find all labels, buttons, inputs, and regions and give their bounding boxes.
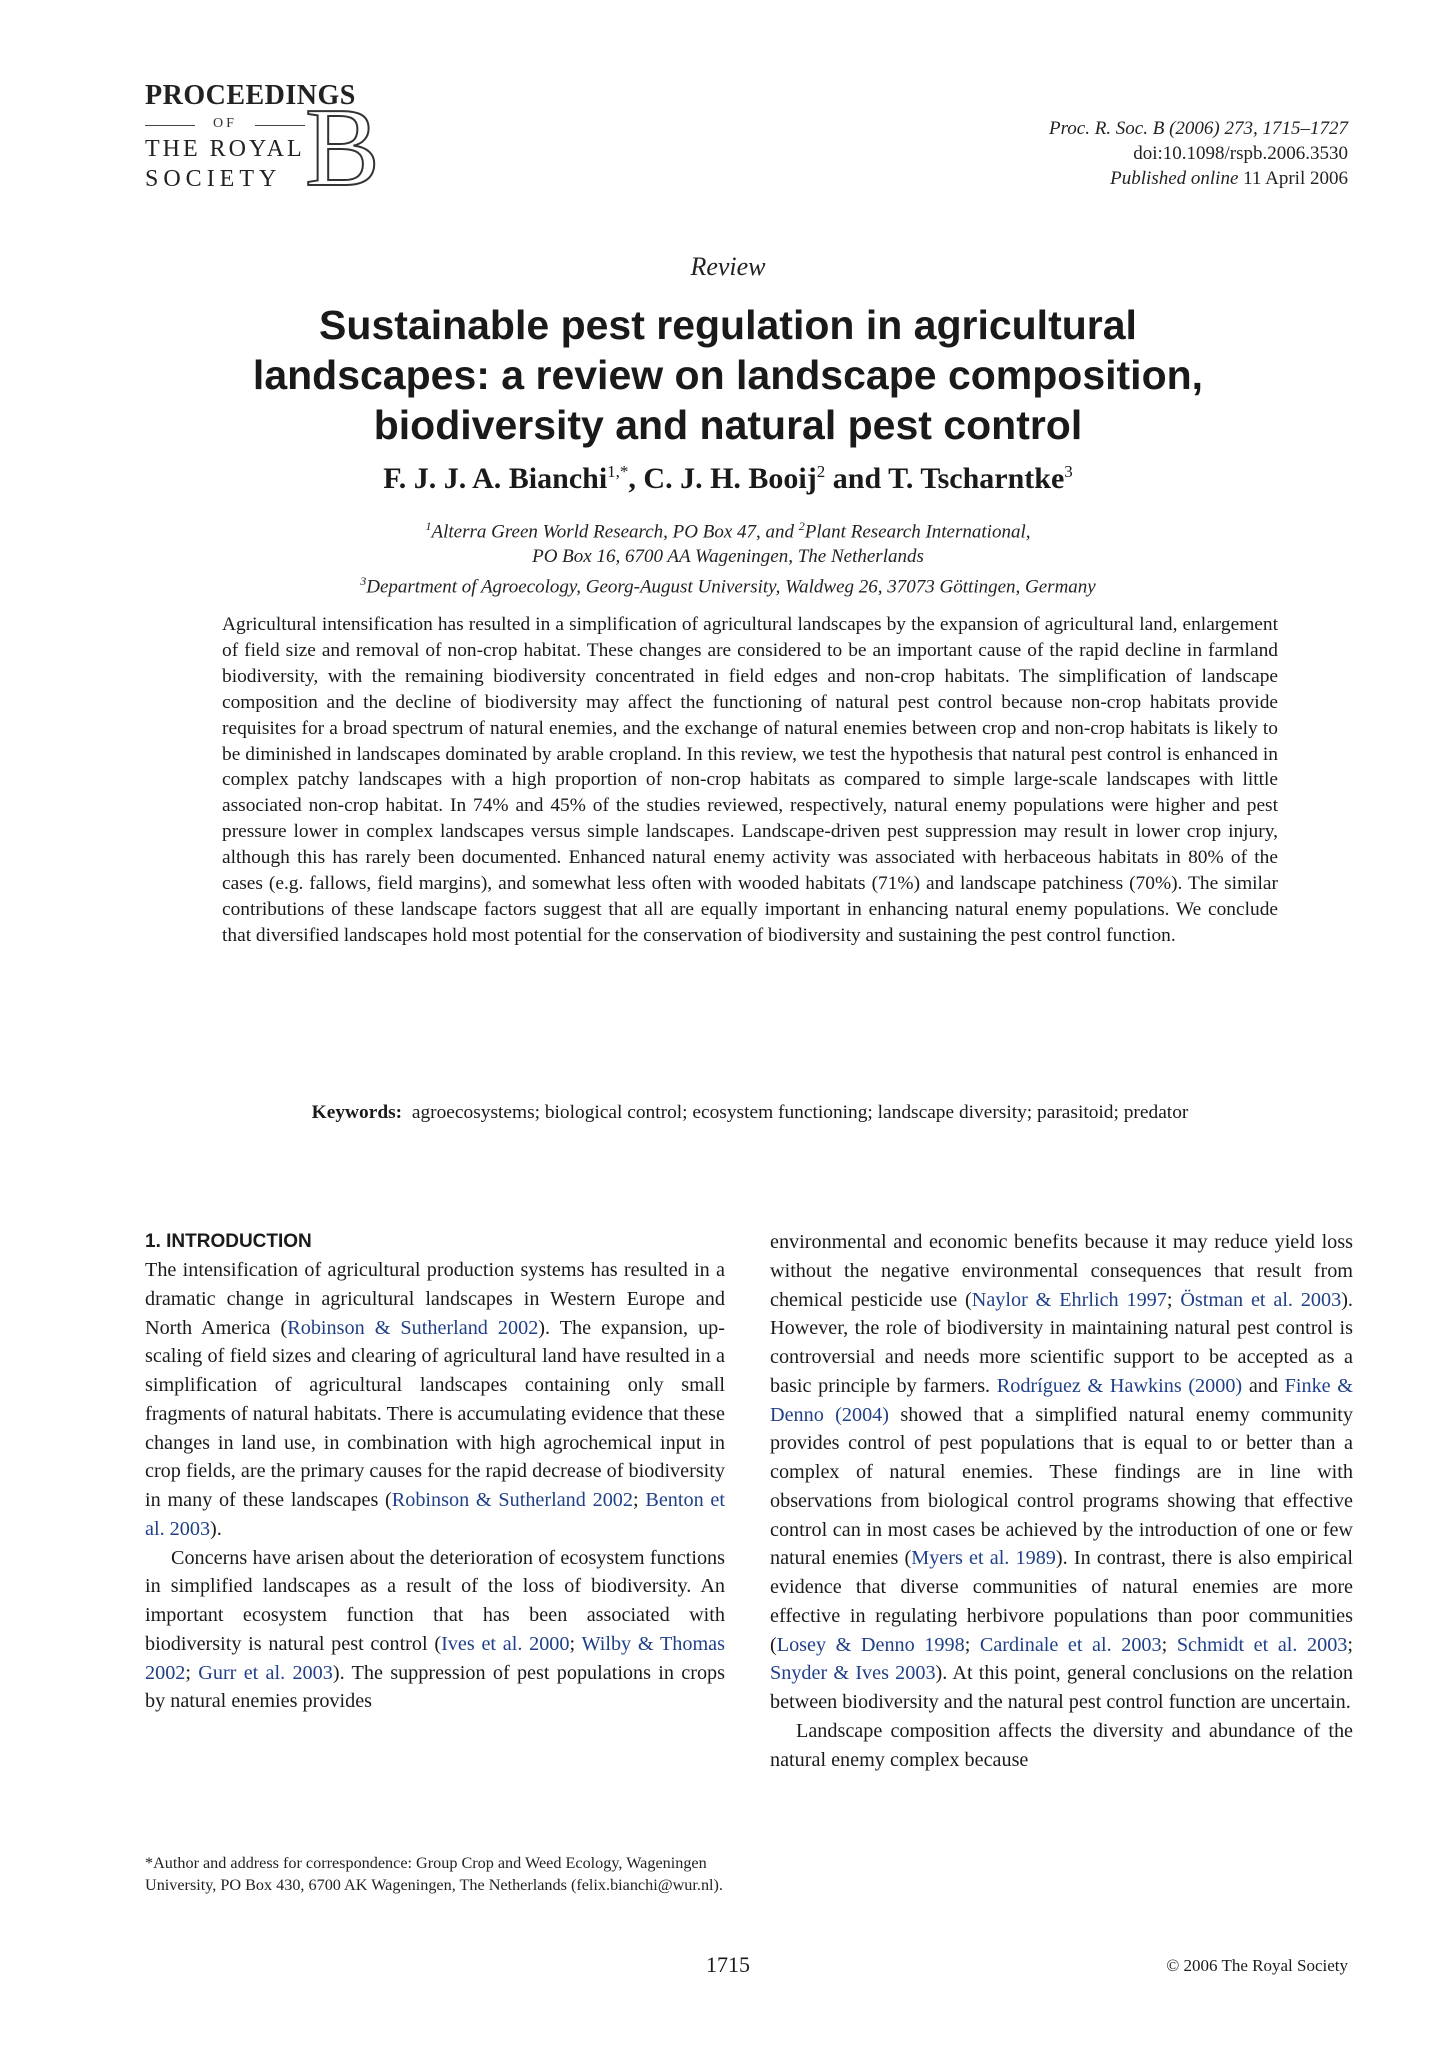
body-text: The intensification of agricultural production systems has resulted in a dramatic change in agricultural landscapes in Western Europe and North America ( xyxy=(145,1259,725,1339)
body-paragraph xyxy=(145,1544,725,1717)
keywords-label: Keywords: xyxy=(311,1102,403,1123)
citation-link[interactable]: Schmidt et al. 2003 xyxy=(1176,1633,1348,1656)
affiliation-text: PO Box 16, 6700 AA Wageningen, The Netherlands xyxy=(532,546,924,568)
citation-link[interactable]: Cardinale et al. 2003 xyxy=(979,1633,1162,1656)
body-text: ). The expansion, up-scaling of field sizes and clearing of agricultural land have resulted in a simplification of agricultural landscapes containing only small fragments of natural habitats. There is accumulating evidence that these changes in land use, in combination with high agrochemical input in crop fields, are the primary causes for the rapid decrease of biodiversity in many of these landscapes ( xyxy=(145,1316,725,1511)
body-text: ; xyxy=(1166,1288,1181,1311)
author-name: C. J. H. Booij xyxy=(643,462,817,495)
affiliation-mark: 2 xyxy=(798,519,805,533)
author-name: T. Tscharntke xyxy=(888,462,1065,495)
citation-link[interactable]: Robinson & Sutherland 2002 xyxy=(391,1489,633,1511)
body-text: showed that a simplified natural enemy community provides control of pest populations that is equal to or better than a complex of natural enemies. These findings are in line with observations from biological control programs showing that effective control can in most cases be achieved by the introduction of one or few natural enemies ( xyxy=(770,1403,1354,1570)
body-text: ). The suppression of pest populations in crops by natural enemies provides xyxy=(145,1661,725,1713)
body-text: environmental and economic benefits because it may reduce yield loss without the negative environmental consequences that result from chemical pesticide use ( xyxy=(770,1231,1353,1311)
affiliation-text: Alterra Green World Research, PO Box 47, and xyxy=(431,521,799,543)
logo-line-of: OF xyxy=(145,116,305,132)
citation-link[interactable]: Benton et al. 2003 xyxy=(145,1489,725,1540)
article-title xyxy=(100,300,1356,450)
affiliation-line xyxy=(0,544,1456,569)
citation-link[interactable]: Finke & Denno (2004) xyxy=(770,1374,1354,1426)
author-affiliation-mark: 1,* xyxy=(607,462,629,481)
article-type: Review xyxy=(690,252,766,281)
citation-link[interactable]: Gurr et al. 2003 xyxy=(198,1661,333,1684)
copyright: © 2006 The Royal Society xyxy=(1166,1956,1348,1975)
body-text: ; xyxy=(632,1489,646,1511)
citation-link[interactable]: Naylor & Ehrlich 1997 xyxy=(971,1288,1167,1311)
page-number: 1715 xyxy=(706,1952,750,1977)
left-column-body xyxy=(145,1256,725,1716)
published-label: Published online xyxy=(1110,168,1239,189)
affiliation-line xyxy=(0,569,1456,599)
body-text: ). At this point, general conclusions on the relation between biodiversity and the natural pest control function are uncertain. xyxy=(770,1662,1354,1713)
author-affiliation-mark: 2 xyxy=(816,462,826,481)
citation-link[interactable]: Rodríguez & Hawkins (2000) xyxy=(996,1374,1243,1397)
logo-letter-b: B xyxy=(305,86,380,210)
left-column xyxy=(145,1228,725,1716)
citation-link[interactable]: Snyder & Ives 2003 xyxy=(770,1662,936,1685)
affiliation-text: Department of Agroecology, Georg-August University, Waldweg 26, 37073 Göttingen, Germany xyxy=(366,576,1096,598)
author-separator: and xyxy=(825,462,889,495)
body-paragraph xyxy=(770,1228,1353,1717)
title-line: landscapes: a review on landscape composition, xyxy=(252,352,1204,398)
published-date: 11 April 2006 xyxy=(1243,168,1348,189)
citation-link[interactable]: Myers et al. 1989 xyxy=(911,1547,1056,1570)
logo-line-the-royal: THE ROYAL xyxy=(145,136,305,162)
abstract: Agricultural intensification has resulted in a simplification of agricultural landscapes by the expansion of agricultural land, enlargement of field size and removal of non-crop habitat. These changes are considered to be an important cause of the rapid decline in farmland biodiversity, with the remaining biodiversity concentrated in field edges and non-crop habitats. The simplification of landscape composition and the decline of biodiversity may affect the functioning of natural pest control because non-crop habitats provide requisites for a broad spectrum of natural enemies, and the exchange of natural enemies between crop and non-crop habitats is likely to be diminished in landscapes dominated by arable cropland. In this review, we test the hypothesis that natural pest control is enhanced in complex patchy landscapes with a high proportion of non-crop habitats as compared to simple large-scale landscapes with little associated non-crop habitat. In 74% and 45% of the studies reviewed, respectively, natural enemy populations were higher and pest pressure lower in complex landscapes versus simple landscapes. Landscape-driven pest suppression may result in lower crop injury, although this has rarely been documented. Enhanced natural enemy activity was associated with herbaceous habitats in 80% of the cases (e.g. fallows, field margins), and somewhat less often with wooded habitats (71%) and landscape patchiness (70%). The similar contributions of these landscape factors suggest that all are equally important in enhancing natural enemy populations. We conclude that diversified landscapes hold most potential for the conservation of biodiversity and sustaining the pest control function. xyxy=(222,614,1278,946)
body-text: ; xyxy=(185,1661,199,1684)
body-paragraph xyxy=(770,1717,1353,1775)
body-text: ). xyxy=(210,1517,222,1540)
affiliation-text: Plant Research International, xyxy=(804,521,1031,543)
author-separator: , xyxy=(628,462,644,495)
section-heading: 1. INTRODUCTION xyxy=(145,1231,312,1252)
affiliation-mark: 1 xyxy=(425,519,432,533)
body-text: ). However, the role of biodiversity in maintaining natural pest control is controversial and needs more scientific support to be accepted as a basic principle by farmers. xyxy=(770,1288,1353,1397)
author-list xyxy=(0,462,1456,496)
logo-line-society: SOCIETY xyxy=(145,166,282,192)
citation-link[interactable]: Ives et al. 2000 xyxy=(441,1632,570,1655)
citation-link[interactable]: Losey & Denno 1998 xyxy=(776,1633,965,1656)
right-column-body xyxy=(770,1228,1353,1774)
correspondence-footnote: *Author and address for correspondence: Group Crop and Weed Ecology, Wageningen University, PO Box 430, 6700 AK Wageningen, The Netherlands (felix.bianchi@wur.nl). xyxy=(145,1854,723,1894)
citation-link[interactable]: Robinson & Sutherland 2002 xyxy=(287,1316,539,1339)
affiliation-mark: 3 xyxy=(360,574,367,589)
doi[interactable]: doi:10.1098/rspb.2006.3530 xyxy=(1133,143,1348,164)
citation-link[interactable]: Östman et al. 2003 xyxy=(1180,1288,1342,1311)
title-line: biodiversity and natural pest control xyxy=(373,402,1083,448)
citation-link[interactable]: Wilby & Thomas 2002 xyxy=(145,1632,725,1684)
right-column xyxy=(770,1228,1353,1774)
logo-line-proceedings: PROCEEDINGS xyxy=(145,80,356,111)
journal-reference: Proc. R. Soc. B (2006) 273, 1715–1727 xyxy=(1048,118,1348,139)
body-text: ). In contrast, there is also empirical evidence that diverse communities of natural enemies are more effective in regulating herbivore populations than poor communities ( xyxy=(770,1547,1353,1656)
body-text: ; xyxy=(569,1632,582,1655)
published-line xyxy=(1049,166,1348,191)
citation-block xyxy=(1049,116,1348,191)
author-affiliation-mark: 3 xyxy=(1064,462,1073,481)
body-paragraph xyxy=(145,1256,725,1544)
affiliations xyxy=(0,514,1456,600)
title-line: Sustainable pest regulation in agricultural xyxy=(319,302,1137,348)
keywords xyxy=(222,1100,1278,1126)
body-text: ; xyxy=(1161,1633,1177,1656)
body-text: Landscape composition affects the diversity and abundance of the natural enemy complex because xyxy=(770,1719,1353,1771)
journal-logo xyxy=(145,80,380,210)
keywords-text: agroecosystems; biological control; ecosystem functioning; landscape diversity; parasitoid; predator xyxy=(411,1102,1189,1123)
body-text: and xyxy=(1242,1374,1285,1397)
affiliation-line xyxy=(0,514,1456,544)
body-text: ; xyxy=(1347,1633,1353,1656)
body-text: ; xyxy=(964,1633,980,1656)
author-name: F. J. J. A. Bianchi xyxy=(383,462,608,495)
body-text: Concerns have arisen about the deterioration of ecosystem functions in simplified landscapes as a result of the loss of biodiversity. An important ecosystem function that has been associated with biodiversity is natural pest control ( xyxy=(145,1546,725,1655)
